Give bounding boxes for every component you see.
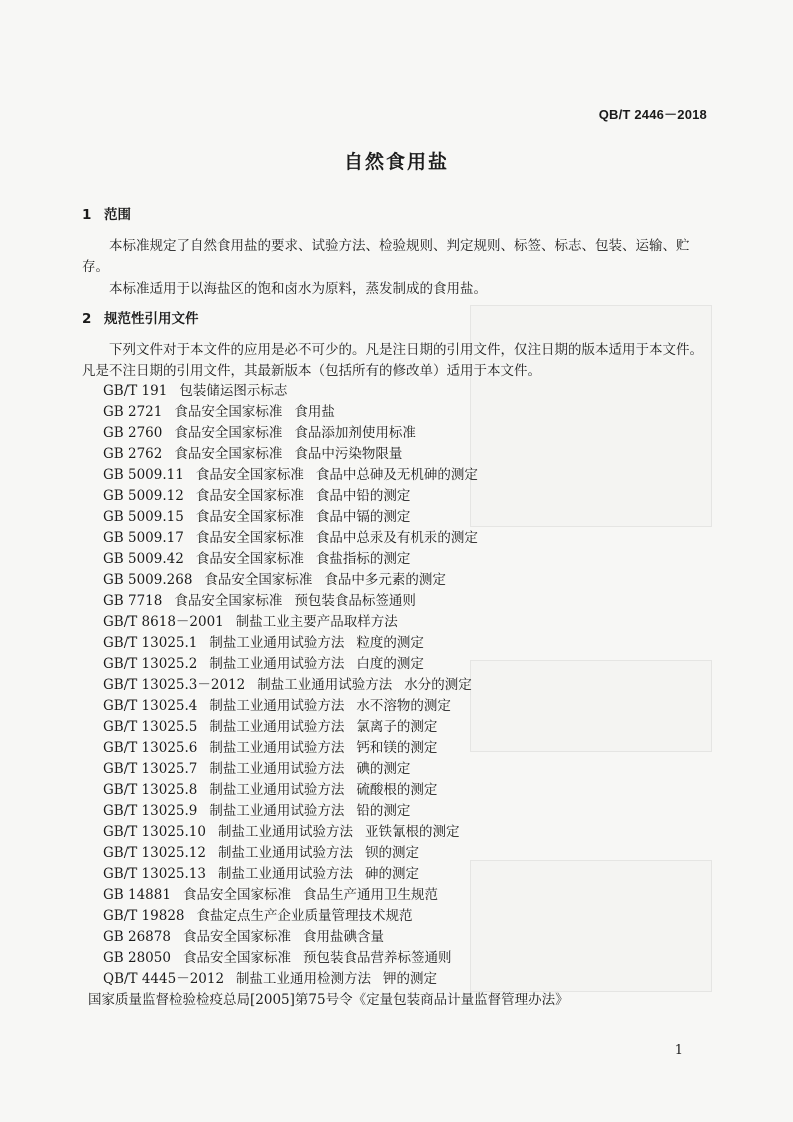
reference-item: GB/T 13025.1 制盐工业通用试验方法 粒度的测定: [103, 635, 424, 651]
reference-item: GB/T 13025.3－2012 制盐工业通用试验方法 水分的测定: [103, 677, 472, 693]
reference-item: GB/T 13025.9 制盐工业通用试验方法 铅的测定: [103, 803, 411, 819]
reference-item: GB 5009.11 食品安全国家标准 食品中总砷及无机砷的测定: [103, 467, 478, 483]
reference-item: GB 26878 食品安全国家标准 食用盐碘含量: [103, 929, 384, 945]
section-number: 2: [82, 311, 92, 327]
reference-item: GB/T 13025.7 制盐工业通用试验方法 碘的测定: [103, 761, 411, 777]
reference-item: GB/T 13025.12 制盐工业通用试验方法 钡的测定: [103, 845, 419, 861]
page-number: 1: [674, 1043, 683, 1058]
section-title: 规范性引用文件: [104, 311, 199, 327]
reference-item: GB 14881 食品安全国家标准 食品生产通用卫生规范: [103, 887, 438, 903]
reference-item: GB/T 8618－2001 制盐工业主要产品取样方法: [103, 614, 398, 630]
section-title: 范围: [104, 207, 131, 223]
reference-item: GB 2760 食品安全国家标准 食品添加剂使用标准: [103, 425, 416, 441]
reference-item: GB 5009.17 食品安全国家标准 食品中总汞及有机汞的测定: [103, 530, 478, 546]
reference-item: GB/T 13025.5 制盐工业通用试验方法 氯离子的测定: [103, 719, 438, 735]
reference-item: GB/T 13025.2 制盐工业通用试验方法 白度的测定: [103, 656, 424, 672]
references-intro: 下列文件对于本文件的应用是必不可少的。凡是注日期的引用文件，仅注日期的版本适用于本文件。凡是不注日期的引用文件，其最新版本（包括所有的修改单）适用于本文件。: [82, 342, 703, 379]
reference-item: GB 5009.42 食品安全国家标准 食盐指标的测定: [103, 551, 411, 567]
standard-code: QB/T 2446－2018: [598, 107, 707, 122]
reference-item: GB/T 13025.13 制盐工业通用试验方法 砷的测定: [103, 866, 419, 882]
reference-item: GB/T 13025.8 制盐工业通用试验方法 硫酸根的测定: [103, 782, 438, 798]
reference-item: GB 2762 食品安全国家标准 食品中污染物限量: [103, 446, 403, 462]
scope-paragraph: 本标准规定了自然食用盐的要求、试验方法、检验规则、判定规则、标签、标志、包装、运输、贮存。: [82, 238, 690, 275]
section-heading-normative-references: [82, 307, 199, 327]
section-number: 1: [82, 207, 92, 223]
reference-item: GB 7718 食品安全国家标准 预包装食品标签通则: [103, 593, 416, 609]
reference-item: GB 5009.12 食品安全国家标准 食品中铅的测定: [103, 488, 411, 504]
reference-item: GB/T 13025.4 制盐工业通用试验方法 水不溶物的测定: [103, 698, 451, 714]
reference-item: GB/T 13025.10 制盐工业通用试验方法 亚铁氰根的测定: [103, 824, 460, 840]
scope-paragraph: 本标准适用于以海盐区的饱和卤水为原料，蒸发制成的食用盐。: [109, 281, 487, 297]
section-heading-scope: [82, 203, 131, 223]
show-through-table: [470, 860, 712, 992]
reference-item: GB 5009.268 食品安全国家标准 食品中多元素的测定: [103, 572, 446, 588]
reference-item: GB/T 19828 食盐定点生产企业质量管理技术规范: [103, 908, 413, 924]
show-through-table: [470, 305, 712, 527]
reference-item: GB/T 191 包装储运图示标志: [103, 383, 288, 399]
show-through-table: [470, 660, 712, 752]
reference-item: QB/T 4445－2012 制盐工业通用检测方法 钾的测定: [103, 971, 438, 987]
reference-item: GB 28050 食品安全国家标准 预包装食品营养标签通则: [103, 950, 452, 966]
reference-item-decree: 国家质量监督检验检疫总局[2005]第75号令《定量包装商品计量监督管理办法》: [88, 992, 569, 1008]
reference-item: GB 5009.15 食品安全国家标准 食品中镉的测定: [103, 509, 411, 525]
document-title: 自然食用盐: [343, 151, 449, 173]
reference-item: GB 2721 食品安全国家标准 食用盐: [103, 404, 335, 420]
reference-item: GB/T 13025.6 制盐工业通用试验方法 钙和镁的测定: [103, 740, 438, 756]
